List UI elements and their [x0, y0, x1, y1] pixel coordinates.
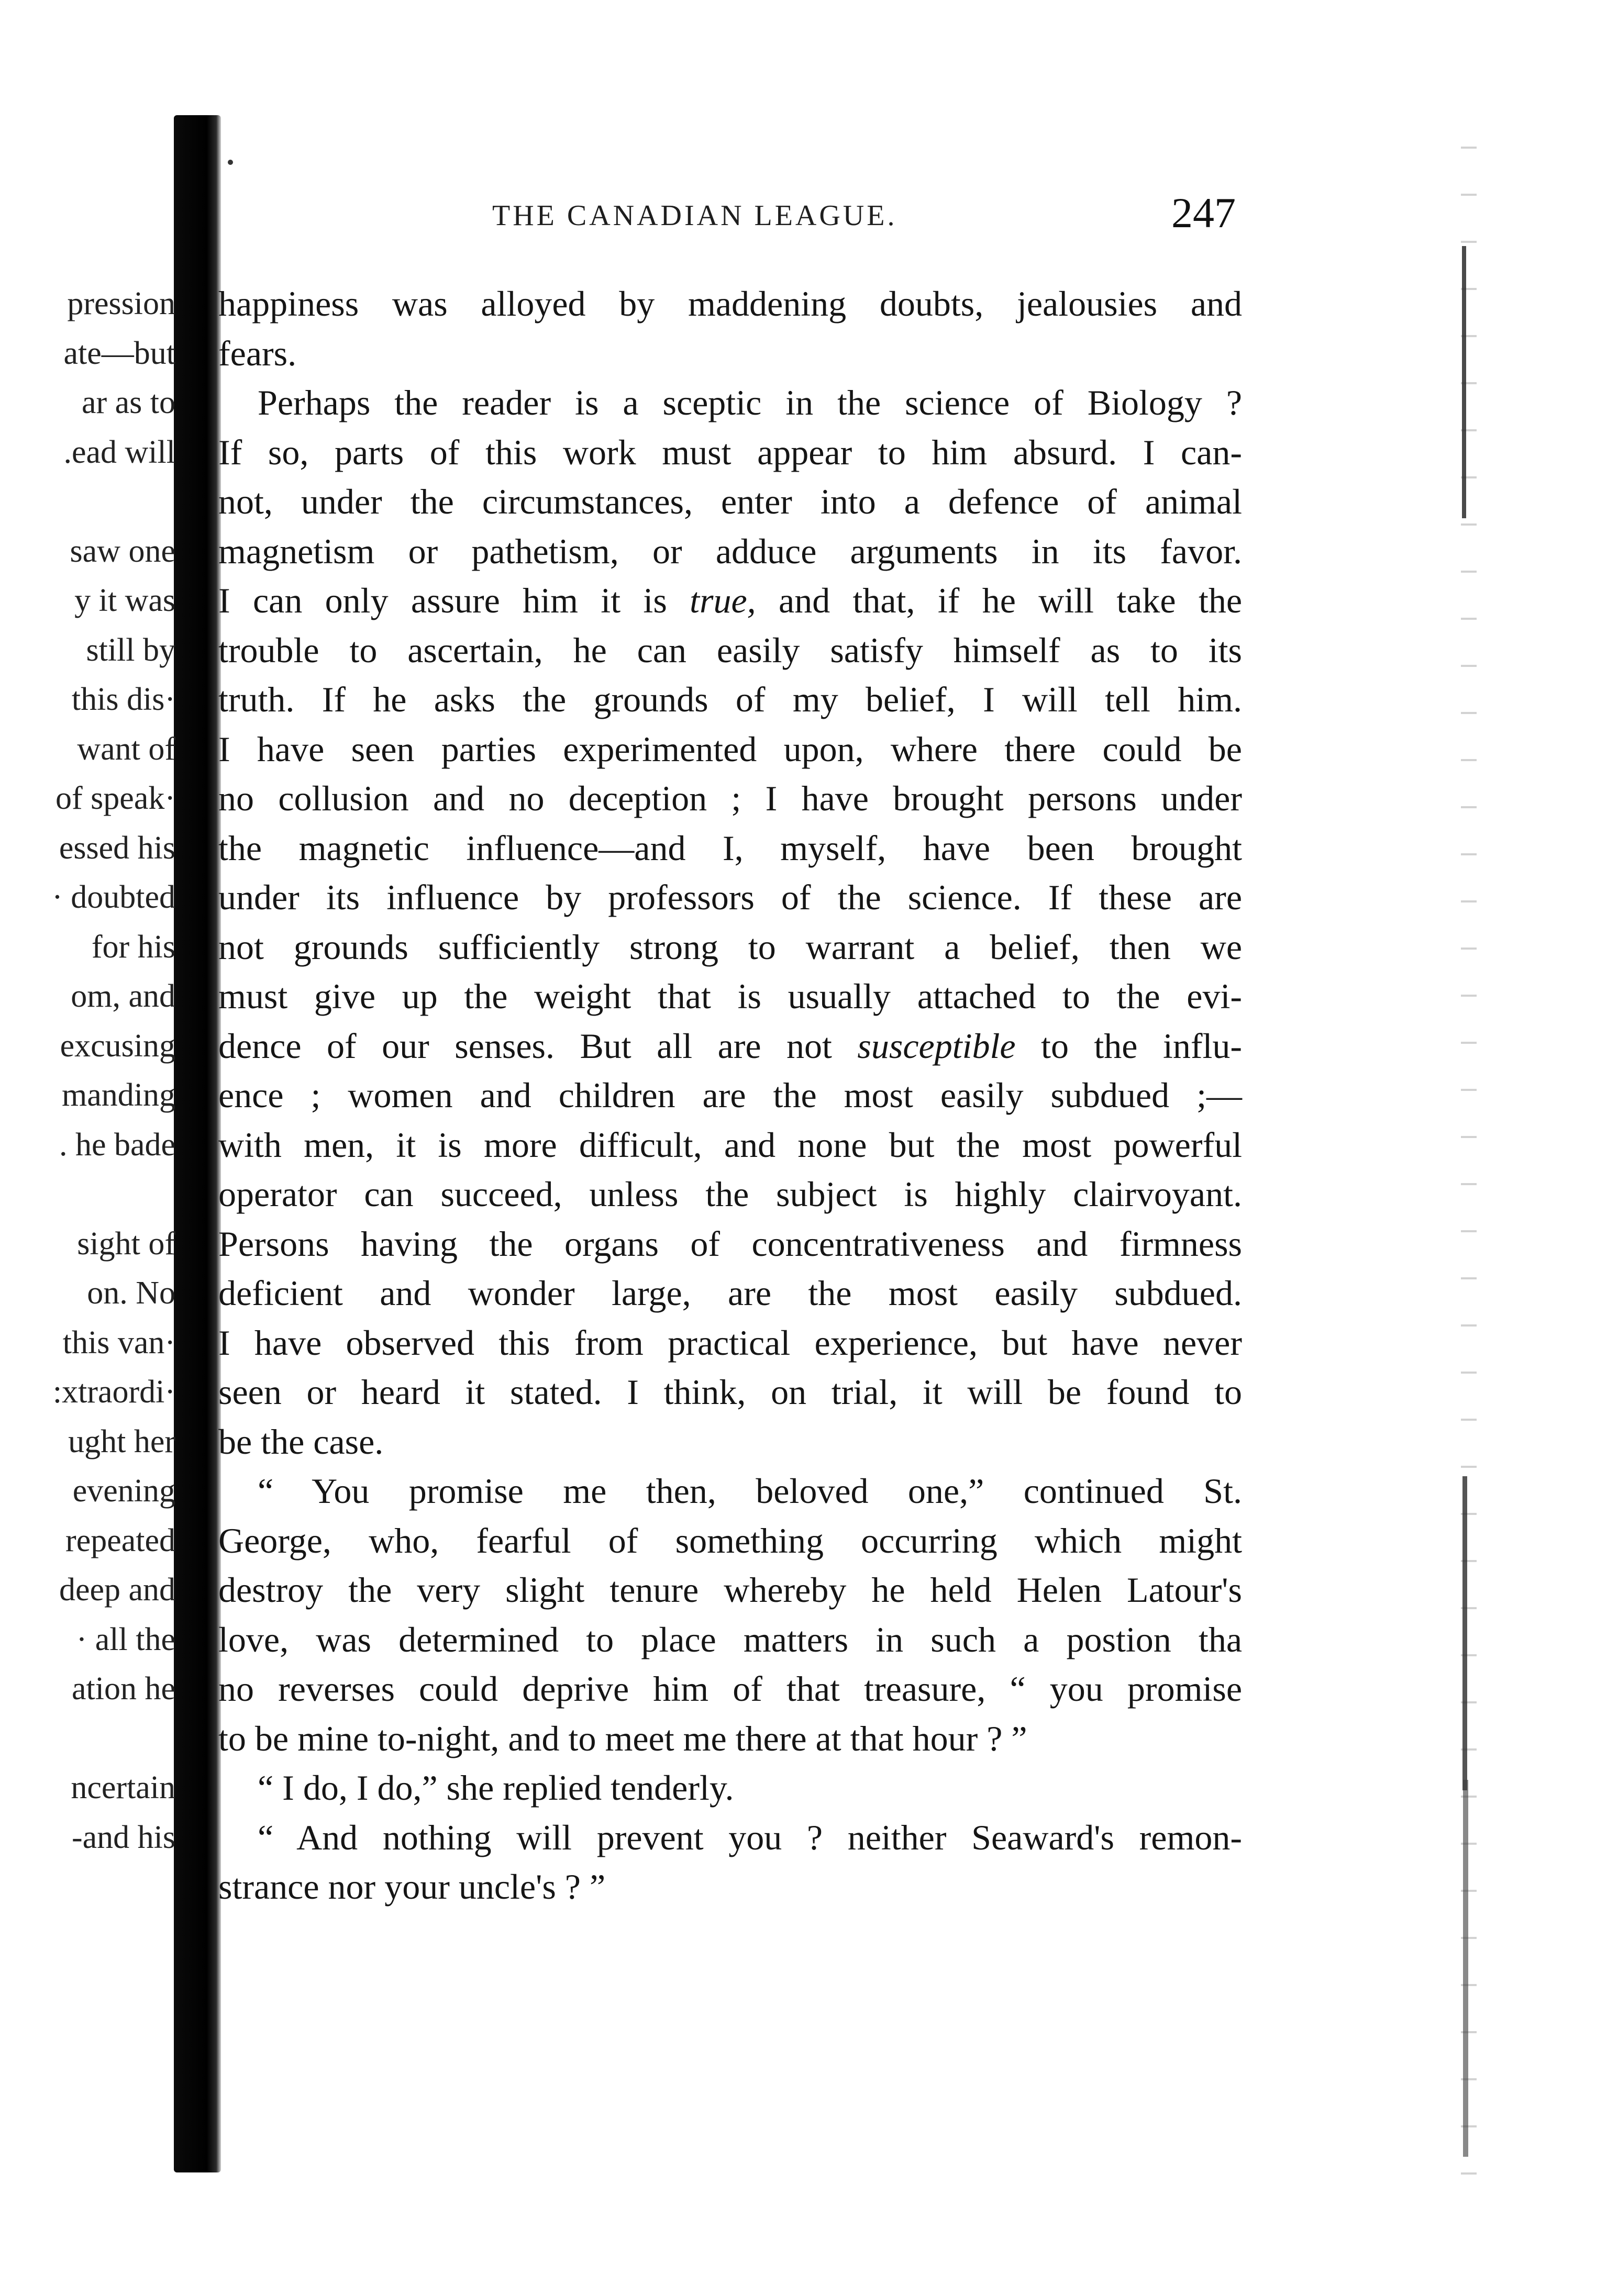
page-edge-mark: [1463, 1780, 1468, 2157]
text-line: under its influence by professors of the science. If these are: [218, 877, 1242, 917]
text-segment: and that, if he will take the: [779, 581, 1243, 620]
text-line: “ And nothing will prevent you ? neither Seaward's remon-: [258, 1817, 1242, 1857]
facing-line: y it was: [74, 583, 175, 618]
text-line: trouble to ascertain, he can easily satisfy himself as to its: [218, 630, 1242, 670]
text-line: I have seen parties experimented upon, where there could be: [218, 729, 1242, 769]
text-line: ence ; women and children are the most easily subdued ;—: [218, 1075, 1242, 1115]
running-title: THE CANADIAN LEAGUE.: [492, 199, 897, 232]
text-line: George, who, fearful of something occurring which might: [218, 1520, 1242, 1561]
text-line: strance nor your uncle's ? ”: [218, 1867, 606, 1907]
text-line: fears.: [218, 333, 297, 373]
facing-line: repeated: [65, 1522, 175, 1558]
binding-shadow: [174, 115, 221, 2172]
text-line: must give up the weight that is usually attached to the evi-: [218, 976, 1242, 1016]
text-line: the magnetic influence—and I, myself, have been brought: [218, 828, 1242, 868]
facing-line: [37, 1714, 175, 1764]
facing-line: ncertain: [71, 1770, 175, 1805]
text-line: happiness was alloyed by maddening doubts, jealousies and: [218, 284, 1242, 324]
text-line: operator can succeed, unless the subject is highly clairvoyant.: [218, 1174, 1242, 1214]
text-line-with-emphasis: [218, 1021, 1242, 1071]
facing-line: .ead will: [63, 434, 175, 470]
facing-line: saw one: [70, 533, 175, 569]
facing-line: ation he: [72, 1671, 175, 1707]
facing-line: of speak·: [56, 781, 175, 816]
facing-line: this dis·: [71, 682, 175, 717]
ink-speck: [228, 160, 233, 165]
text-line: deficient and wonder large, are the most easily subdued.: [218, 1273, 1242, 1313]
text-segment: dence of our senses. But all are not: [218, 1026, 832, 1066]
facing-line: [37, 1169, 175, 1219]
facing-line: sight of: [77, 1225, 175, 1262]
text-line: Persons having the organs of concentrativeness and firmness: [218, 1223, 1242, 1264]
text-segment: I can only assure him it is: [218, 581, 667, 620]
text-line: magnetism or pathetism, or adduce arguments in its favor.: [218, 531, 1242, 571]
text-line: no collusion and no deception ; I have brought persons under: [218, 778, 1242, 818]
text-line: with men, it is more difficult, and none but the most powerful: [218, 1124, 1242, 1165]
facing-line: om, and: [71, 978, 175, 1014]
facing-line: excusing: [60, 1028, 175, 1064]
facing-line: want of: [77, 731, 175, 767]
emphasis-susceptible: susceptible: [857, 1026, 1016, 1066]
text-line: Perhaps the reader is a sceptic in the science of Biology ?: [258, 383, 1242, 422]
emphasis-true: true,: [690, 581, 756, 620]
text-line: If so, parts of this work must appear to him absurd. I can-: [218, 432, 1242, 472]
text-line: seen or heard it stated. I think, on trial, it will be found to: [218, 1372, 1242, 1412]
facing-line: still by: [86, 632, 175, 668]
page-edge-mark: [1462, 246, 1466, 518]
facing-line: . he bade: [59, 1127, 175, 1163]
text-line: truth. If he asks the grounds of my belief, I will tell him.: [218, 679, 1242, 719]
facing-line: evening: [72, 1473, 175, 1509]
page-header: [230, 191, 1241, 249]
text-segment: to the influ-: [1041, 1026, 1243, 1066]
facing-page-text: [37, 279, 175, 1862]
text-line: destroy the very slight tenure whereby he held Helen Latour's: [218, 1570, 1242, 1610]
text-line: not grounds sufficiently strong to warrant a belief, then we: [218, 927, 1242, 967]
text-line: I have observed this from practical experience, but have never: [218, 1322, 1242, 1363]
text-line: to be mine to-night, and to meet me there at that hour ? ”: [218, 1718, 1027, 1758]
text-line: “ You promise me then, beloved one,” continued St.: [258, 1471, 1242, 1511]
facing-line: ught her: [68, 1423, 175, 1459]
text-line: not, under the circumstances, enter into a defence of animal: [218, 482, 1242, 521]
facing-line: this van·: [62, 1324, 175, 1361]
facing-line: deep and: [59, 1572, 175, 1608]
facing-line: ar as to: [81, 385, 175, 420]
facing-line: [37, 477, 175, 527]
text-line: be the case.: [218, 1421, 384, 1462]
page-body: [218, 279, 1242, 1912]
facing-line: essed his: [59, 830, 175, 866]
facing-line: ate—but: [63, 335, 175, 371]
text-line: love, was determined to place matters in such a postion tha: [218, 1619, 1242, 1659]
facing-line: manding: [62, 1077, 175, 1113]
text-line: “ I do, I do,” she replied tenderly.: [258, 1768, 734, 1808]
text-line-with-emphasis: [218, 576, 1242, 626]
facing-line: :xtraordi·: [52, 1374, 175, 1410]
page-number: 247: [1171, 189, 1236, 237]
facing-line: -and his: [71, 1819, 175, 1855]
facing-line: · doubted: [52, 879, 175, 915]
page-edge-mark: [1462, 1476, 1467, 1790]
text-line: no reverses could deprive him of that treasure, “ you promise: [218, 1669, 1242, 1709]
facing-line: for his: [91, 929, 175, 965]
facing-line: · all the: [76, 1621, 175, 1657]
facing-line: on. No: [87, 1275, 175, 1311]
facing-line: pression: [67, 286, 175, 321]
